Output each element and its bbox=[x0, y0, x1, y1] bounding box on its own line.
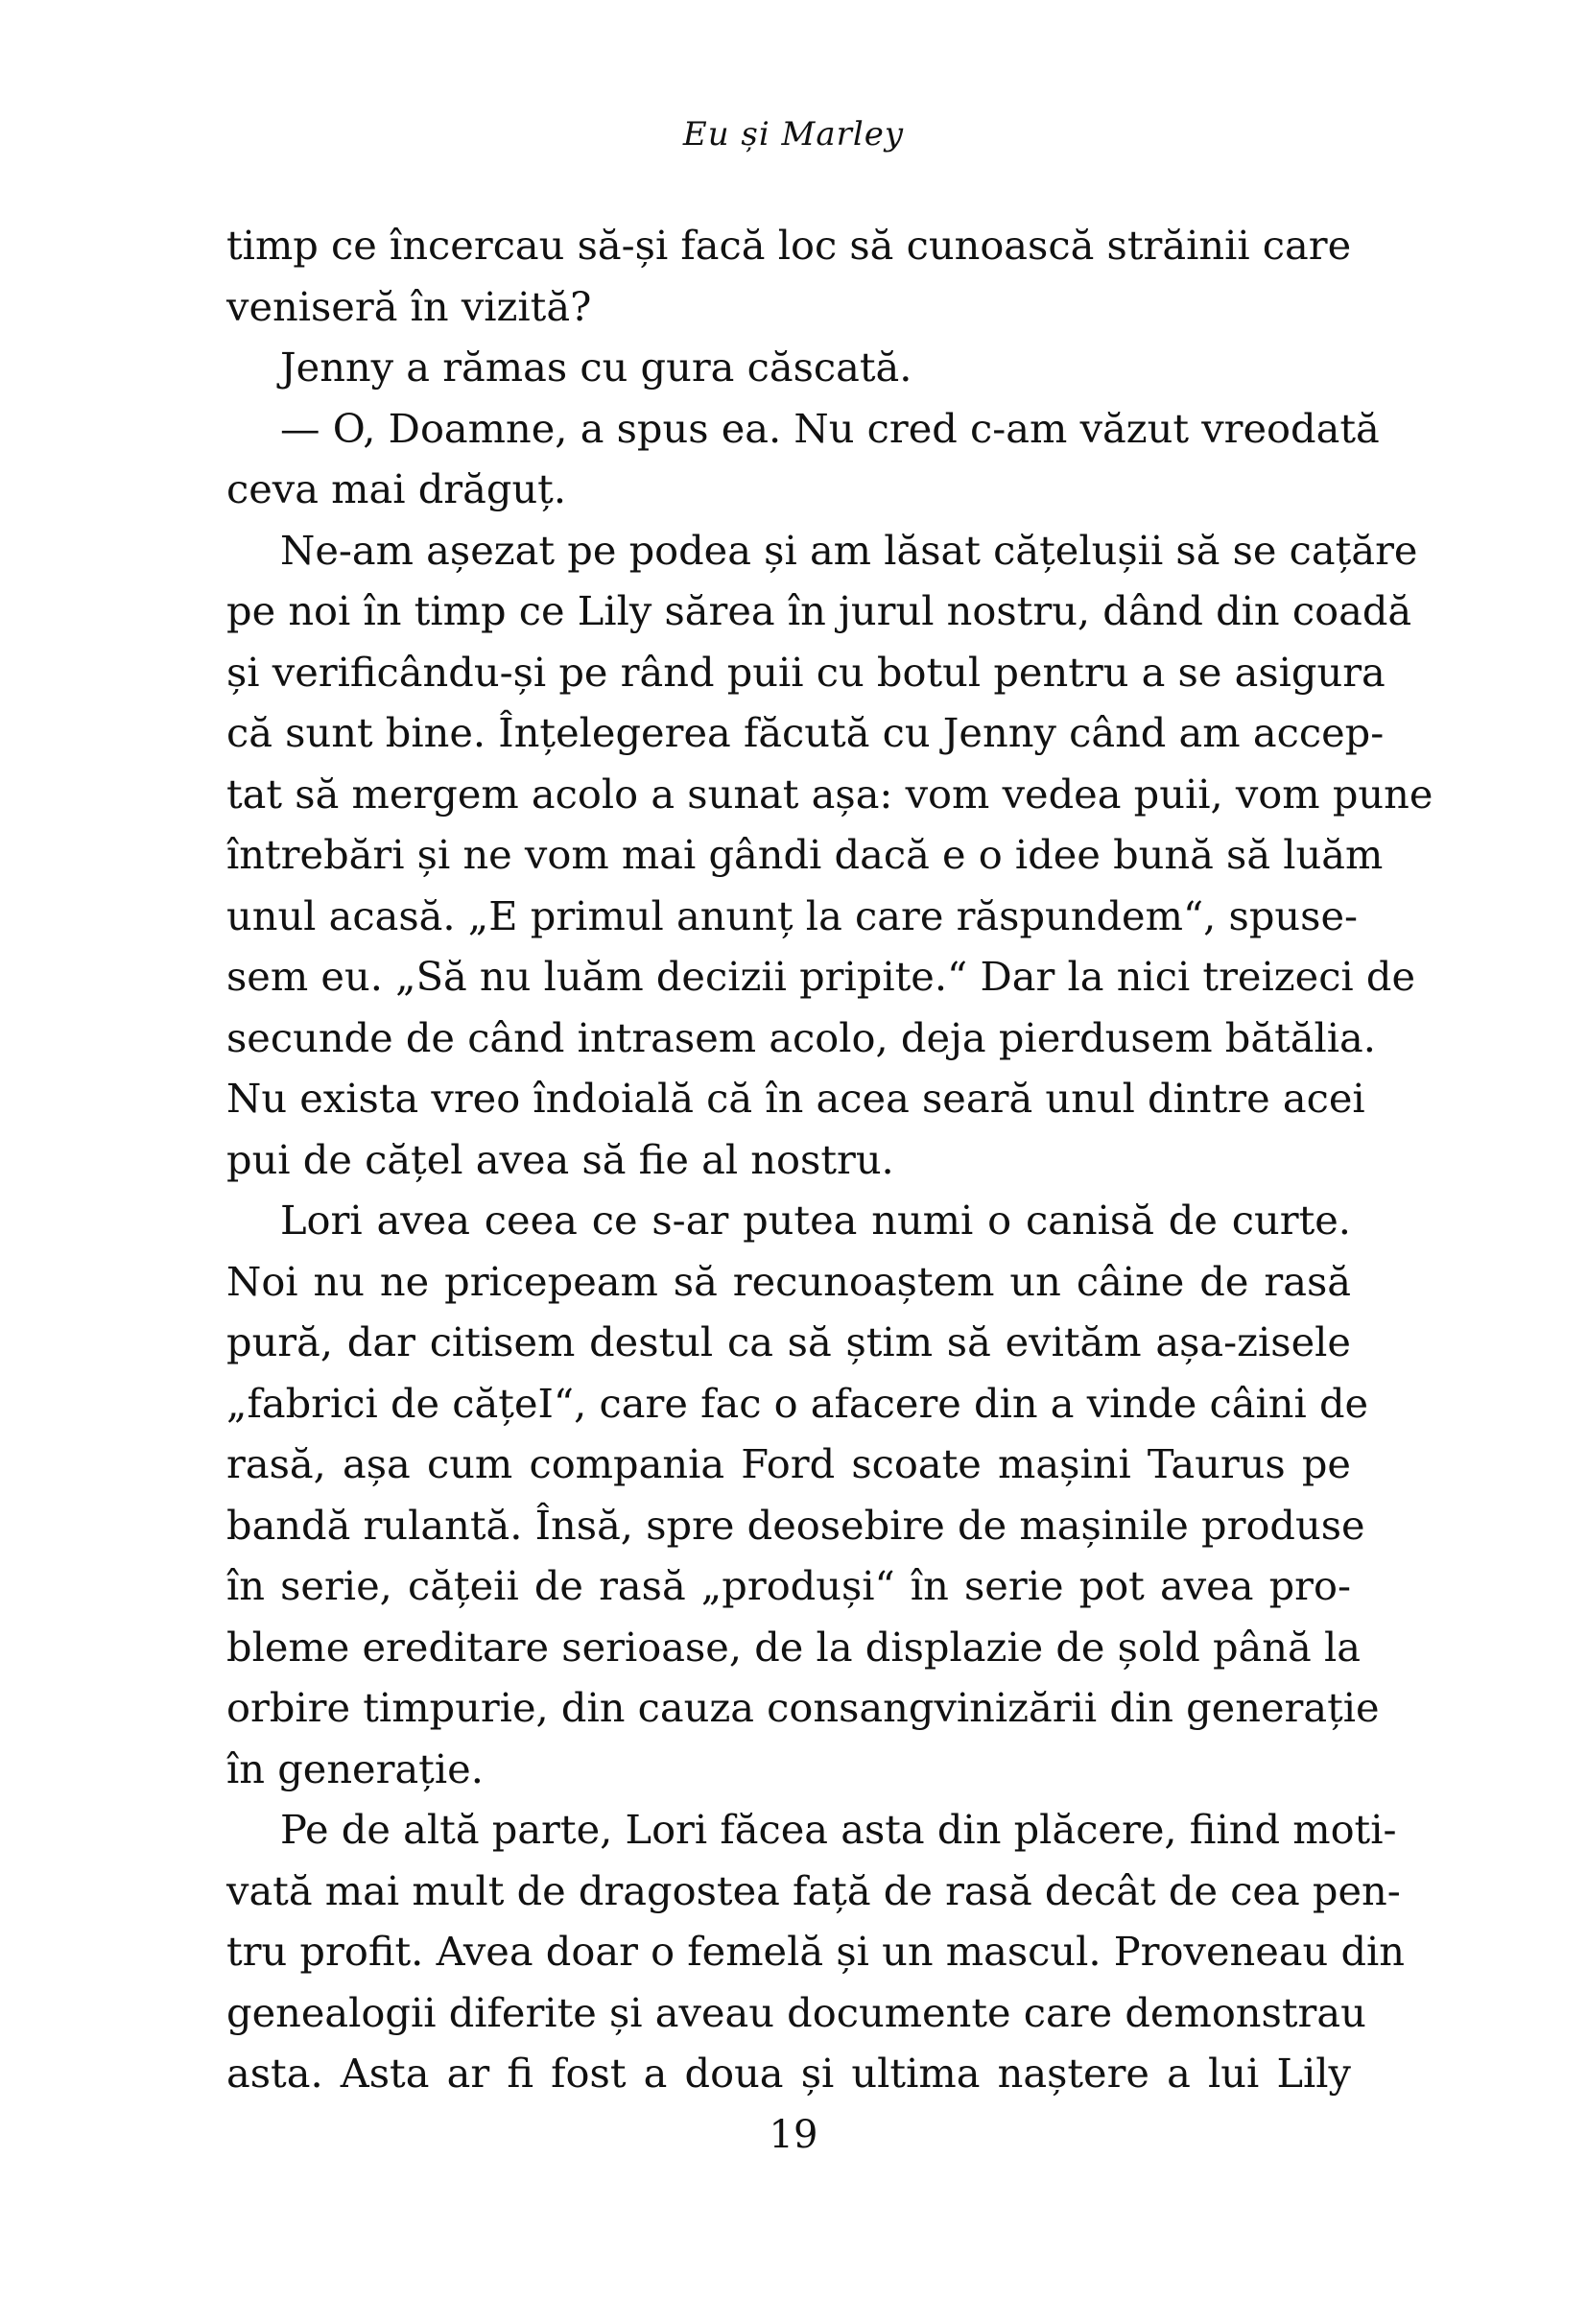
text-line: întrebări și ne vom mai gândi dacă e o idee bună să luăm bbox=[226, 831, 1384, 878]
text-line: — O, Doamne, a spus ea. Nu cred c-am văzut vreodată bbox=[280, 404, 1380, 452]
text-line: „fabrici de cățeI“, care fac o afacere din a vinde câini de bbox=[226, 1379, 1369, 1427]
text-line: secunde de când intrasem acolo, deja pierdusem bătălia. bbox=[226, 1013, 1376, 1061]
text-line: timp ce încercau să-și facă loc să cunoască străinii care bbox=[226, 222, 1352, 269]
text-line: Noi nu ne pricepeam să recunoaștem un câine de rasă bbox=[226, 1257, 1351, 1305]
text-line: pe noi în timp ce Lily sărea în jurul nostru, dând din coadă bbox=[226, 587, 1412, 634]
text-line: ceva mai drăguț. bbox=[226, 465, 567, 512]
body-text bbox=[226, 215, 1433, 2104]
text-line: unul acasă. „E primul anunț la care răspundem“, spuse- bbox=[226, 891, 1359, 939]
text-line: în serie, cățeii de rasă „produși“ în serie pot avea pro- bbox=[226, 1562, 1351, 1609]
text-line: asta. Asta ar fi fost a doua și ultima naștere a lui Lily bbox=[226, 2050, 1351, 2097]
text-line: tat să mergem acolo a sunat așa: vom vedea puii, vom pune bbox=[226, 770, 1433, 818]
text-line: pură, dar citisem destul ca să știm să evităm așa-zisele bbox=[226, 1318, 1351, 1365]
text-line: orbire timpurie, din cauza consangvinizării din generație bbox=[226, 1684, 1380, 1731]
text-line: Lori avea ceea ce s-ar putea numi o canisă de curte. bbox=[280, 1197, 1351, 1244]
text-line: Jenny a rămas cu gura căscată. bbox=[280, 344, 912, 391]
text-line: bleme ereditare serioase, de la displazie de șold până la bbox=[226, 1623, 1361, 1671]
text-line: sem eu. „Să nu luăm decizii pripite.“ Dar la nici treizeci de bbox=[226, 953, 1416, 1000]
text-line: pui de cățel avea să fie al nostru. bbox=[226, 1135, 894, 1183]
text-line: Ne-am așezat pe podea și am lăsat cățelușii să se cațăre bbox=[280, 526, 1418, 574]
text-line: veniseră în vizită? bbox=[226, 282, 592, 330]
text-line: în generație. bbox=[226, 1744, 484, 1792]
text-line: bandă rulantă. Însă, spre deosebire de mașinile produse bbox=[226, 1501, 1365, 1549]
text-line: genealogii diferite și aveau documente care demonstrau bbox=[226, 1988, 1366, 2036]
running-header: Eu și Marley bbox=[682, 115, 905, 154]
text-line: vată mai mult de dragostea față de rasă decât de cea pen- bbox=[226, 1866, 1401, 1914]
page-number: 19 bbox=[769, 2113, 818, 2157]
text-line: Nu exista vreo îndoială că în acea seară unul dintre acei bbox=[226, 1075, 1365, 1122]
text-line: tru profit. Avea doar o femelă și un mascul. Proveneau din bbox=[226, 1928, 1406, 1975]
text-line: rasă, așa cum compania Ford scoate mașini Taurus pe bbox=[226, 1440, 1351, 1487]
text-line: că sunt bine. Înțelegerea făcută cu Jenny când am accep- bbox=[226, 709, 1385, 756]
text-line: și verificându-și pe rând puii cu botul pentru a se asigura bbox=[226, 648, 1386, 696]
text-line: Pe de altă parte, Lori făcea asta din plăcere, fiind moti- bbox=[280, 1806, 1397, 1853]
